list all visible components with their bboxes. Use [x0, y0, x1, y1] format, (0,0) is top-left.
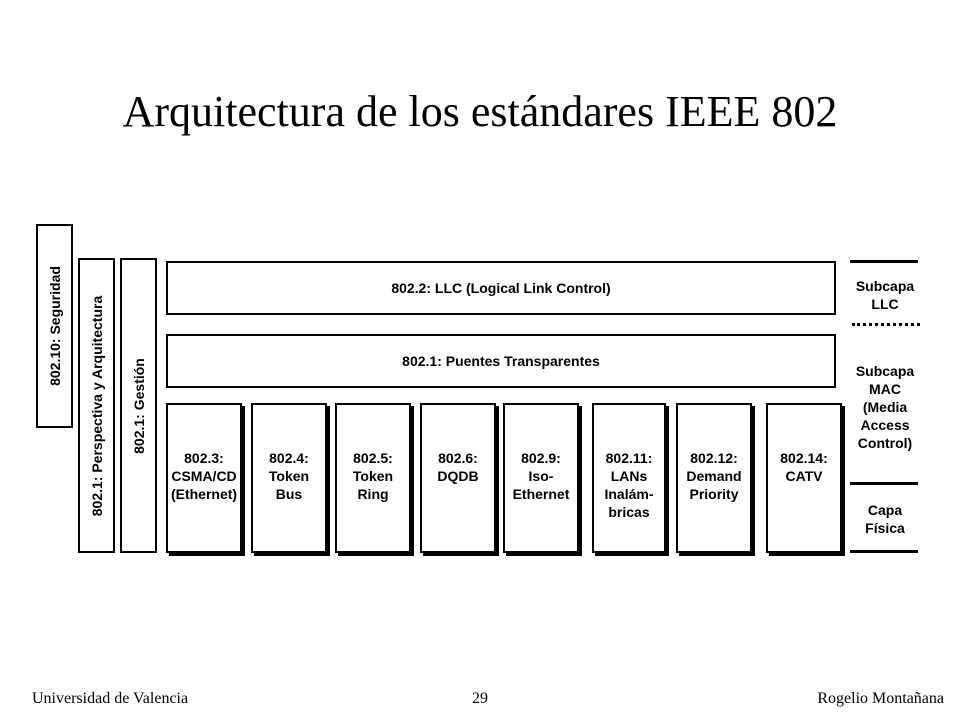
standard-label: 802.12: Demand Priority	[686, 450, 742, 502]
perspectiva-label: 802.1: Perspectiva y Arquitectura	[88, 295, 105, 516]
subcapa-mac-label: Subcapa MAC (Media Access Control)	[855, 363, 915, 451]
standard-label: 802.14: CATV	[780, 450, 828, 484]
standard-box-802-9	[503, 403, 579, 553]
standard-label: 802.9: Iso- Ethernet	[512, 450, 570, 502]
mac-fisica-divider	[850, 482, 918, 485]
standard-box-802-12	[676, 403, 752, 553]
seguridad-box	[36, 224, 73, 428]
standard-box-802-14	[766, 403, 842, 553]
gestion-box	[120, 258, 157, 553]
subcapa-llc-label: Subcapa LLC	[855, 278, 915, 312]
standard-label: 802.6: DQDB	[437, 450, 479, 484]
footer-page-number: 29	[472, 690, 488, 707]
standard-label: 802.11: LANs Inalám- bricas	[604, 450, 654, 520]
standard-box-802-11	[592, 403, 666, 553]
llc-layer-box	[166, 261, 836, 315]
standard-box-802-4	[251, 403, 327, 553]
fisica-bottom-line	[850, 550, 918, 553]
standard-box-802-3	[166, 403, 242, 553]
footer-left: Universidad de Valencia	[32, 690, 189, 707]
capa-fisica-label: Capa Física	[865, 502, 905, 536]
standard-label: 802.3: CSMA/CD (Ethernet)	[170, 450, 238, 502]
puentes-layer-label: 802.1: Puentes Transparentes	[402, 353, 600, 369]
standard-box-802-5	[335, 403, 411, 553]
footer-right: Rogelio Montañana	[817, 690, 944, 707]
seguridad-label: 802.10: Seguridad	[46, 266, 63, 386]
standard-box-802-6	[420, 403, 496, 553]
standard-label: 802.5: Token Ring	[352, 450, 394, 502]
llc-mac-divider	[852, 323, 920, 326]
perspectiva-box	[78, 258, 115, 553]
gestion-label: 802.1: Gestión	[130, 357, 147, 454]
slide-title: Arquitectura de los estándares IEEE 802	[122, 87, 838, 136]
puentes-layer-box	[166, 334, 836, 388]
llc-layer-label: 802.2: LLC (Logical Link Control)	[391, 280, 611, 296]
llc-top-line	[850, 260, 918, 263]
standard-label: 802.4: Token Bus	[268, 450, 310, 502]
